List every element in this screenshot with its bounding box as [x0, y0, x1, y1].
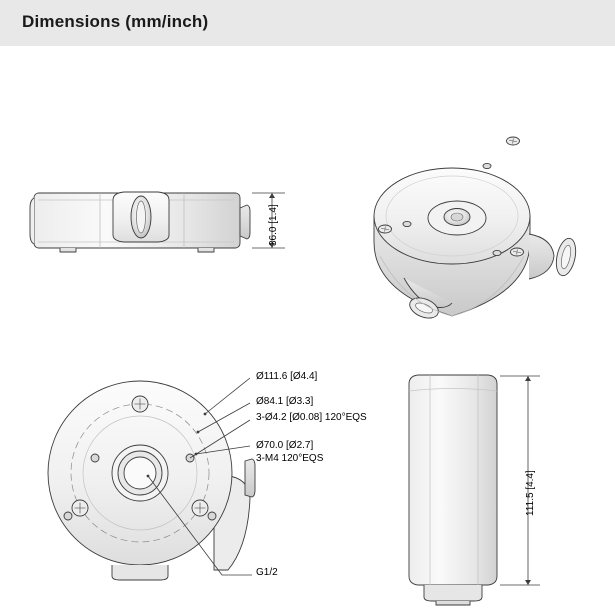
header-bar	[0, 0, 615, 46]
callout-screw-holes: 3-Ø4.2 [Ø0.08] 120°EQS	[256, 412, 367, 423]
callout-thread-holes: 3-M4 120°EQS	[256, 453, 324, 464]
callout-inner-diameter: Ø70.0 [Ø2.7]	[256, 440, 314, 451]
dimension-label-36: 36.0 [1.4]	[268, 204, 279, 246]
drawing-area	[0, 46, 615, 613]
side-view-top-left	[30, 192, 250, 252]
dimension-label-111: 111.5 [4.4]	[525, 470, 536, 516]
page-title: Dimensions (mm/inch)	[22, 12, 209, 31]
callout-outer-diameter: Ø111.6 [Ø4.4]	[256, 371, 318, 382]
side-view-right	[409, 375, 497, 605]
callout-conduit-thread: G1/2	[256, 567, 278, 578]
isometric-view	[374, 137, 579, 322]
technical-drawing-svg	[0, 46, 615, 613]
callout-bolt-circle-diameter: Ø84.1 [Ø3.3]	[256, 396, 314, 407]
